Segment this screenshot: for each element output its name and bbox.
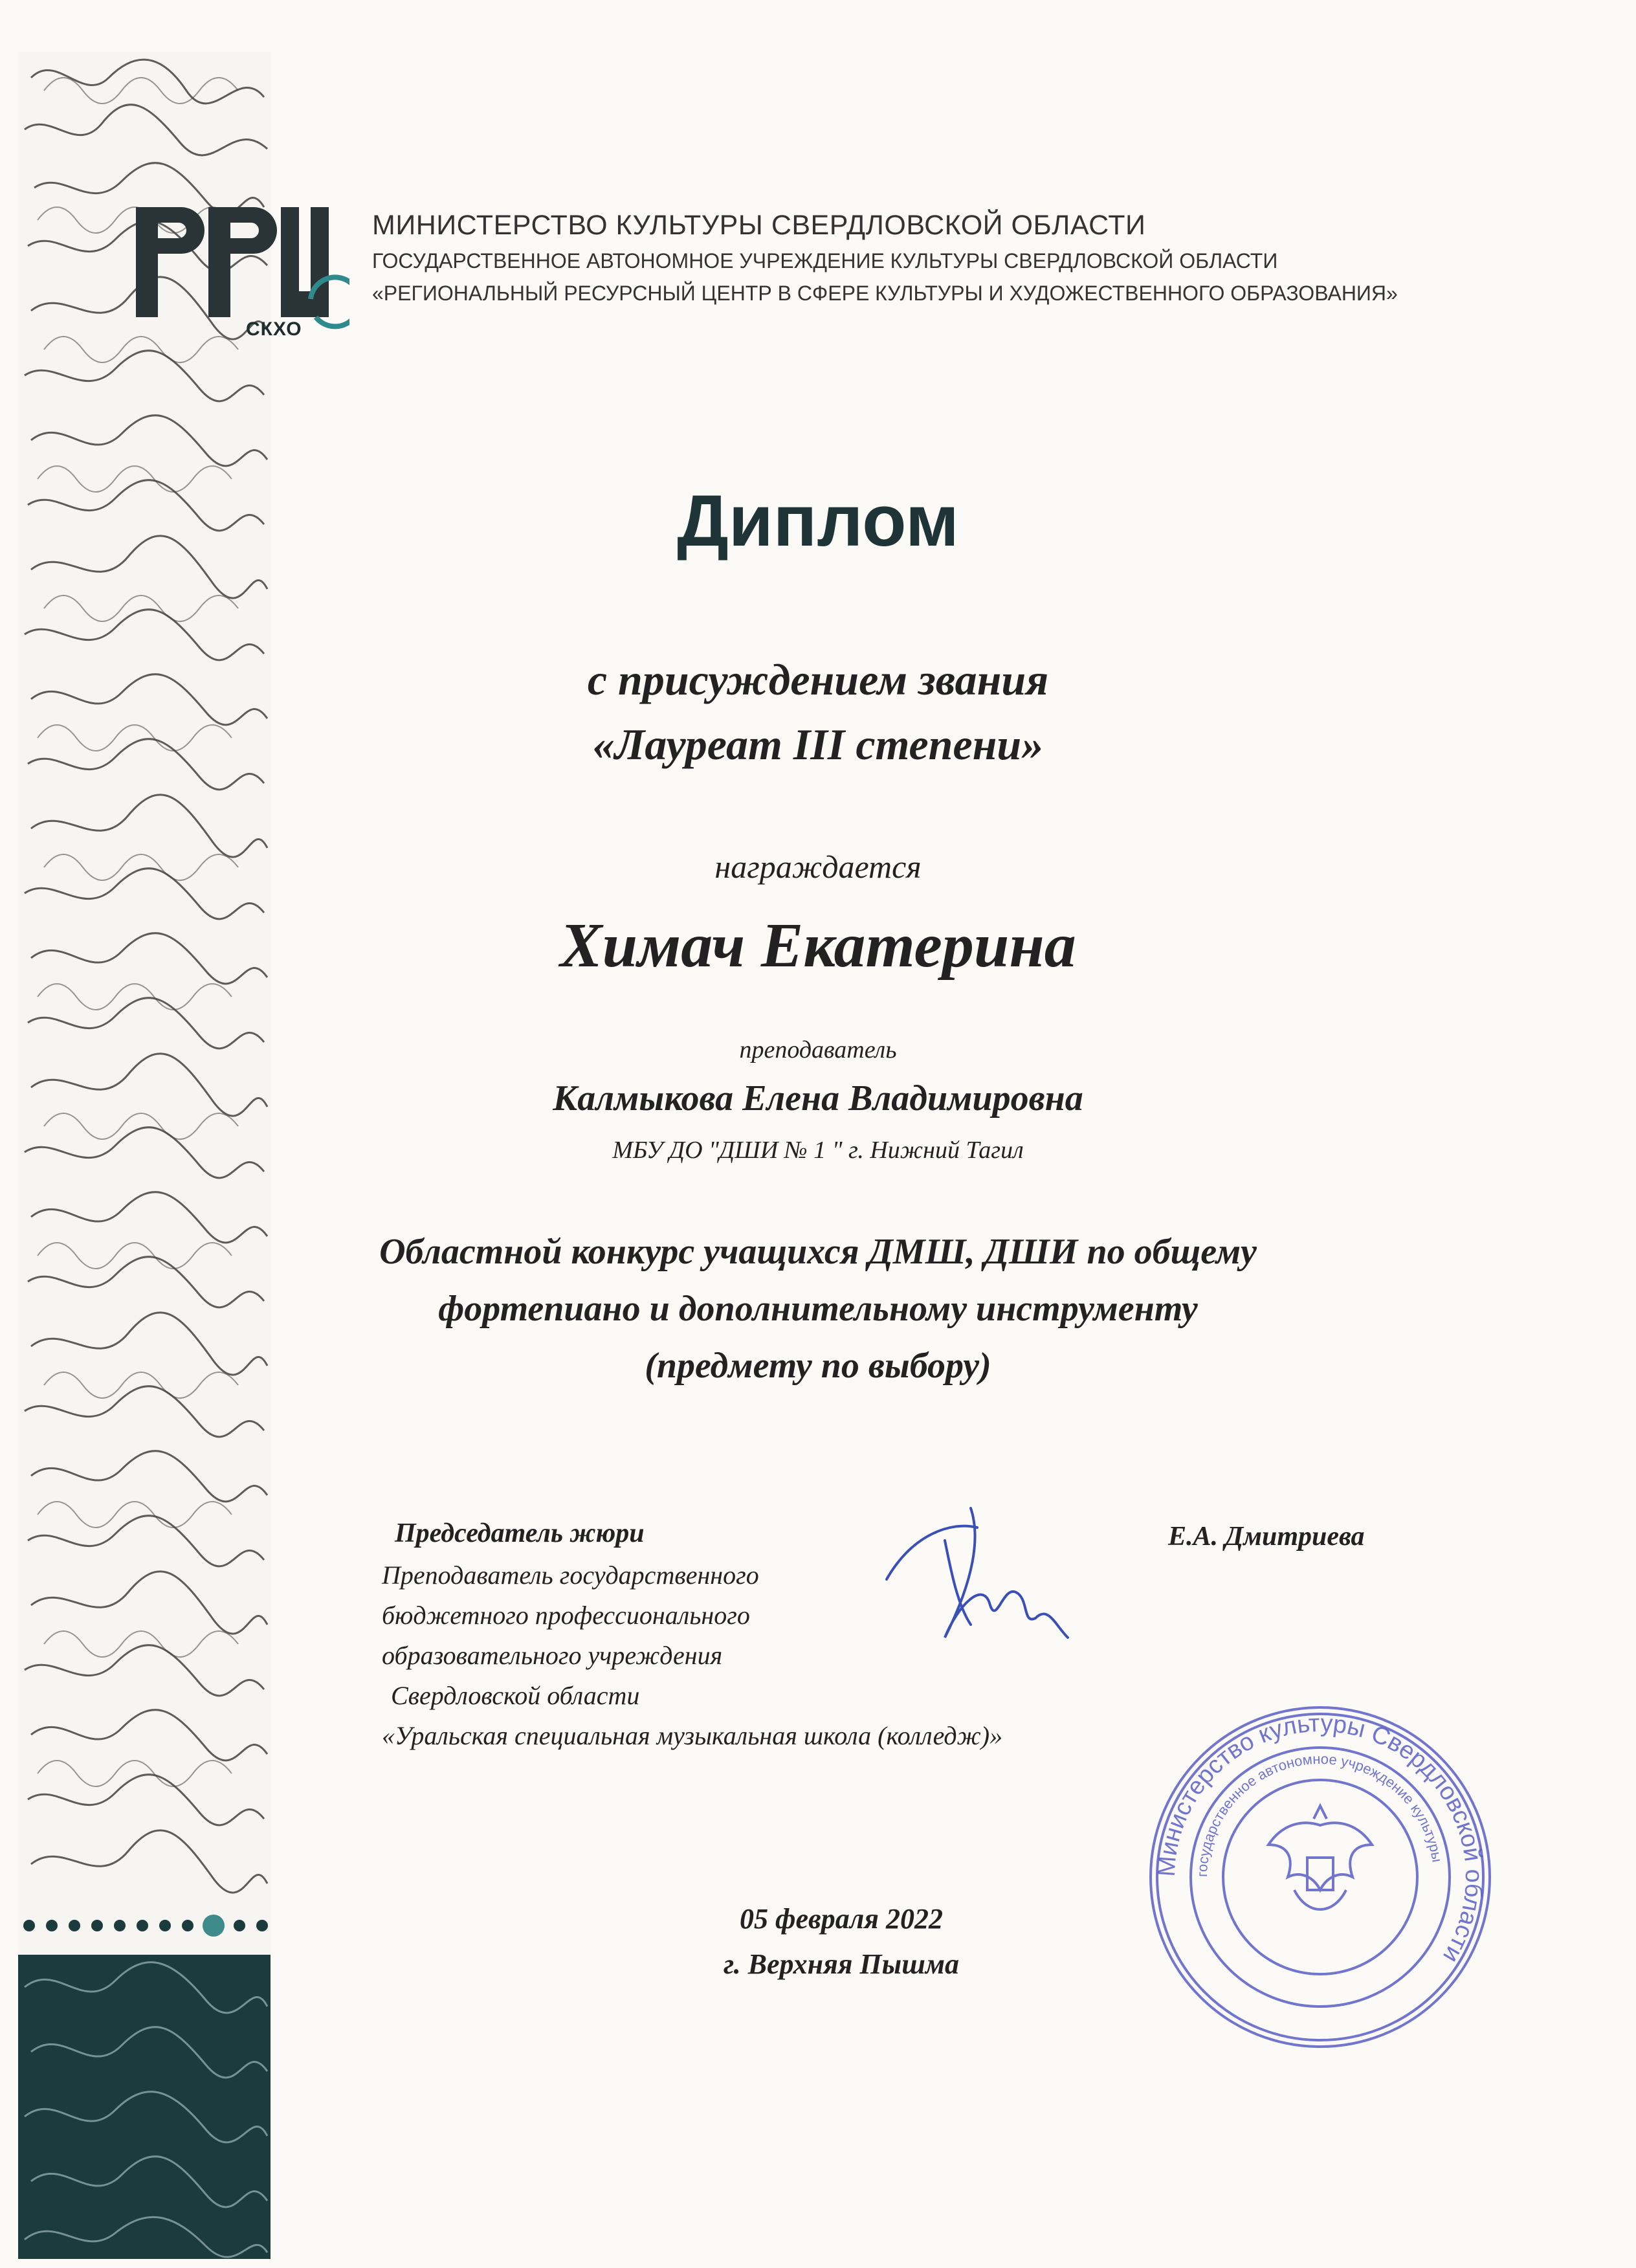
- date-place: [712, 1896, 971, 1987]
- contest-line-2: фортепиано и дополнительному инструменту: [438, 1289, 1198, 1329]
- teacher-label: преподаватель: [739, 1036, 897, 1063]
- jury-desc-line-1: Преподаватель государственного: [382, 1561, 759, 1590]
- stamp-outer-text: Министерство культуры Свердловской области: [1153, 1709, 1488, 1968]
- school-name: МБУ ДО "ДШИ № 1 " г. Нижний Тагил: [612, 1137, 1024, 1164]
- award-title-line-1: с присуждением звания: [587, 655, 1049, 704]
- award-title: [0, 647, 1636, 777]
- institution-line-1: ГОСУДАРСТВЕННОЕ АВТОНОМНОЕ УЧРЕЖДЕНИЕ КУЛЬТУРЫ СВЕРДЛОВСКОЙ ОБЛАСТИ: [372, 249, 1278, 272]
- stamp-inner-text: государственное автономное учреждение культуры: [1193, 1750, 1446, 1878]
- award-city: г. Верхняя Пышма: [724, 1948, 959, 1980]
- jury-chair-name: Е.А. Дмитриева: [1168, 1522, 1365, 1551]
- logo-subtext: СКХО: [246, 318, 302, 340]
- diploma-title: Диплом: [677, 480, 959, 561]
- dots-divider: [19, 1909, 272, 1942]
- rrc-logo-icon: [136, 194, 349, 356]
- jury-desc-line-4: Свердловской области: [391, 1681, 640, 1710]
- awarded-label: награждается: [714, 849, 922, 885]
- ministry-name: МИНИСТЕРСТВО КУЛЬТУРЫ СВЕРДЛОВСКОЙ ОБЛАСТИ: [372, 210, 1146, 241]
- jury-chair-label: Председатель жюри: [395, 1518, 645, 1548]
- jury-desc-line-3: образовательного учреждения: [382, 1641, 723, 1670]
- contest-name: [0, 1223, 1636, 1394]
- award-date: 05 февраля 2022: [740, 1903, 943, 1935]
- signature: [874, 1489, 1087, 1683]
- institution-line-2: «РЕГИОНАЛЬНЫЙ РЕСУРСНЫЙ ЦЕНТР В СФЕРЕ КУЛЬТУРЫ И ХУДОЖЕСТВЕННОГО ОБРАЗОВАНИЯ»: [372, 282, 1398, 305]
- teacher-name: Калмыкова Елена Владимировна: [553, 1078, 1083, 1118]
- award-title-line-2: «Лауреат III степени»: [592, 720, 1044, 769]
- coat-of-arms-icon: [1268, 1806, 1372, 1909]
- dark-calligraphy-block: [18, 1955, 271, 2259]
- contest-line-3: (предмету по выбору): [645, 1346, 991, 1386]
- organization-header: [372, 206, 1398, 309]
- contest-line-1: Областной конкурс учащихся ДМШ, ДШИ по общему: [379, 1232, 1257, 1272]
- jury-desc-line-2: бюджетного профессионального: [382, 1601, 750, 1630]
- official-stamp: [1139, 1696, 1501, 2058]
- recipient-name: Химач Екатерина: [560, 911, 1076, 981]
- jury-desc-line-5: «Уральская специальная музыкальная школа (колледж)»: [382, 1721, 1003, 1750]
- dark-calligraphy-pattern: [18, 1955, 271, 2259]
